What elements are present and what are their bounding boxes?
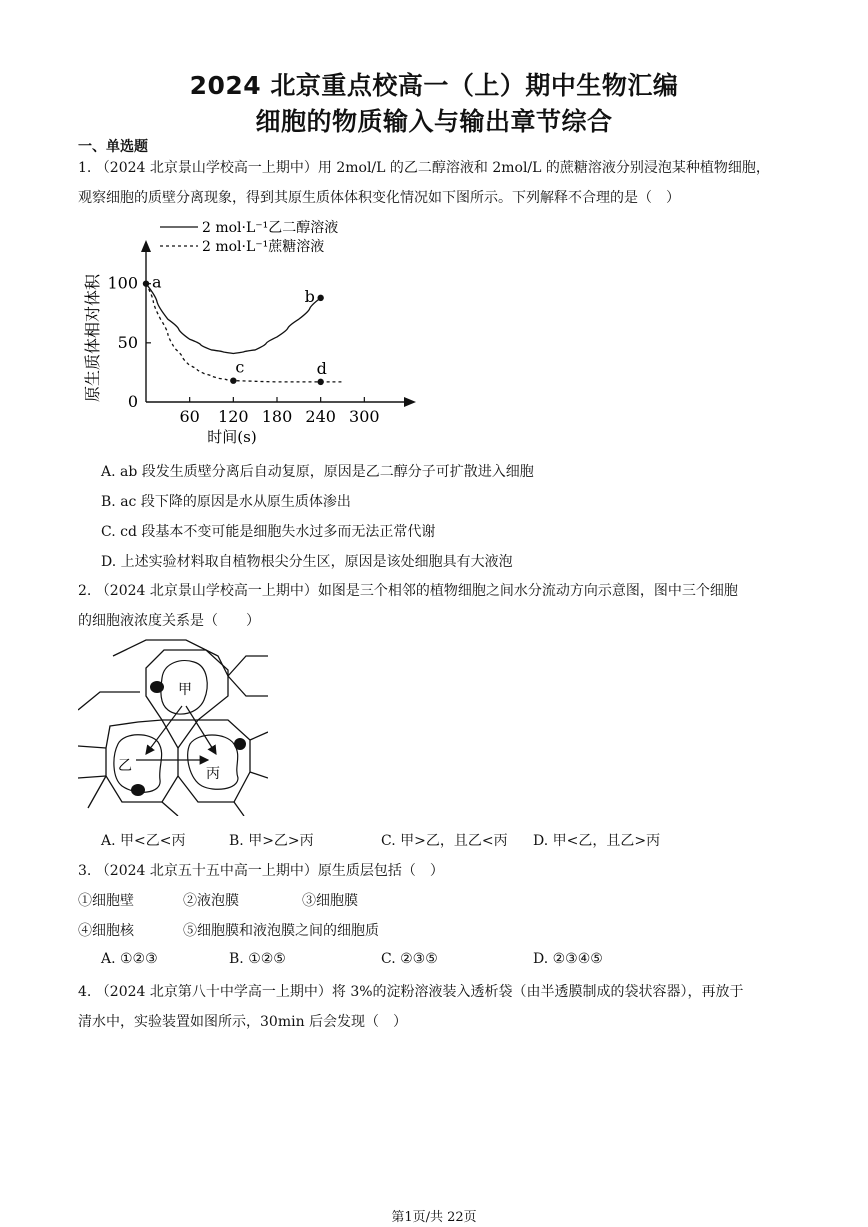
- data-point-label-c: c: [235, 357, 245, 377]
- y-axis-arrowhead: [141, 240, 151, 252]
- q2-option-c[interactable]: C. 甲>乙，且乙<丙: [381, 833, 508, 849]
- cell-label-jia: 甲: [178, 682, 192, 698]
- q2-option-b[interactable]: B. 甲>乙>丙: [229, 833, 314, 849]
- series-line-1: [146, 284, 321, 354]
- q3-item-5: ⑤细胞膜和液泡膜之间的细胞质: [183, 923, 379, 939]
- y-tick-label: 50: [117, 332, 138, 352]
- q3-option-a[interactable]: A. ①②③: [101, 951, 158, 967]
- q2-stem-line1: 2. （2024 北京景山学校高一上期中）如图是三个相邻的植物细胞之间水分流动方向示意图，图中三个细胞: [78, 583, 738, 599]
- data-point-label-b: b: [304, 286, 315, 306]
- data-point-label-a: a: [152, 272, 162, 292]
- legend-series-1-label: 2 mol·L⁻¹乙二醇溶液: [202, 220, 339, 236]
- q1-stem-line2: 观察细胞的质壁分离现象，得到其原生质体体积变化情况如下图所示。下列解释不合理的是（ ）: [78, 190, 680, 206]
- y-tick-label: 0: [127, 392, 138, 411]
- section-heading: 一、单选题: [78, 139, 148, 155]
- q1-chart: [78, 212, 438, 452]
- data-point-d: [317, 379, 323, 385]
- q1-option-b[interactable]: B. ac 段下降的原因是水从原生质体渗出: [101, 494, 351, 510]
- q2-cell-diagram: [78, 636, 268, 816]
- data-point-label-d: d: [316, 358, 327, 378]
- x-axis-label: 时间(s): [207, 428, 257, 446]
- q1-option-c[interactable]: C. cd 段基本不变可能是细胞失水过多而无法正常代谢: [101, 524, 436, 540]
- x-tick-label: 240: [305, 407, 336, 426]
- q2-stem-line2: 的细胞液浓度关系是（ ）: [78, 613, 260, 629]
- water-flow-arrows: [136, 706, 216, 760]
- x-tick-label: 180: [261, 407, 293, 426]
- page-footer: 第1页/共 22页: [391, 1210, 477, 1225]
- cell-label-yi: 乙: [118, 758, 132, 774]
- q3-item-4: ④细胞核: [78, 923, 134, 939]
- q3-item-3: ③细胞膜: [302, 893, 358, 909]
- q2-option-d[interactable]: D. 甲<乙，且乙>丙: [533, 833, 661, 849]
- q2-option-a[interactable]: A. 甲<乙<丙: [101, 833, 186, 849]
- document-subtitle: 细胞的物质输入与输出章节综合: [255, 107, 613, 136]
- q3-option-b[interactable]: B. ①②⑤: [229, 951, 286, 967]
- y-tick-label: 100: [107, 273, 138, 293]
- q3-stem: 3. （2024 北京五十五中高一上期中）原生质层包括（ ）: [78, 863, 444, 879]
- nucleus-jia: [150, 681, 164, 693]
- q4-stem-line2: 清水中，实验装置如图所示，30min 后会发现（ ）: [78, 1014, 408, 1030]
- x-tick-label: 60: [179, 407, 200, 426]
- q1-option-a[interactable]: A. ab 段发生质壁分离后自动复原，原因是乙二醇分子可扩散进入细胞: [101, 464, 534, 480]
- chart-axes: [107, 240, 416, 426]
- chart-legend: [160, 219, 338, 255]
- chart-points: [143, 273, 327, 385]
- nucleus-bing: [234, 738, 246, 750]
- legend-series-2-label: 2 mol·L⁻¹蔗糖溶液: [202, 239, 325, 255]
- data-point-b: [317, 295, 323, 301]
- nucleus-yi: [131, 784, 145, 796]
- cell-label-bing: 丙: [206, 766, 220, 782]
- q3-option-d[interactable]: D. ②③④⑤: [533, 951, 603, 967]
- q3-option-c[interactable]: C. ②③⑤: [381, 951, 438, 967]
- q4-stem-line1: 4. （2024 北京第八十中学高一上期中）将 3%的淀粉溶液装入透析袋（由半透膜制成的袋状容器），再放于: [78, 984, 744, 1000]
- data-point-c: [230, 378, 236, 384]
- data-point-a: [143, 280, 149, 286]
- document-title: 2024 北京重点校高一（上）期中生物汇编: [189, 71, 679, 100]
- q3-item-2: ②液泡膜: [183, 893, 239, 909]
- x-tick-label: 120: [218, 407, 249, 426]
- hexagon-cell-walls: [78, 640, 268, 816]
- q1-option-d[interactable]: D. 上述实验材料取自植物根尖分生区，原因是该处细胞具有大液泡: [101, 554, 513, 570]
- q1-stem-line1: 1. （2024 北京景山学校高一上期中）用 2mol/L 的乙二醇溶液和 2mol/L 的蔗糖溶液分别浸泡某种植物细胞，: [78, 160, 770, 176]
- x-axis-arrowhead: [404, 397, 416, 407]
- q3-item-1: ①细胞壁: [78, 893, 134, 909]
- x-tick-label: 300: [349, 407, 380, 426]
- y-axis-label: 原生质体相对体积: [83, 273, 102, 402]
